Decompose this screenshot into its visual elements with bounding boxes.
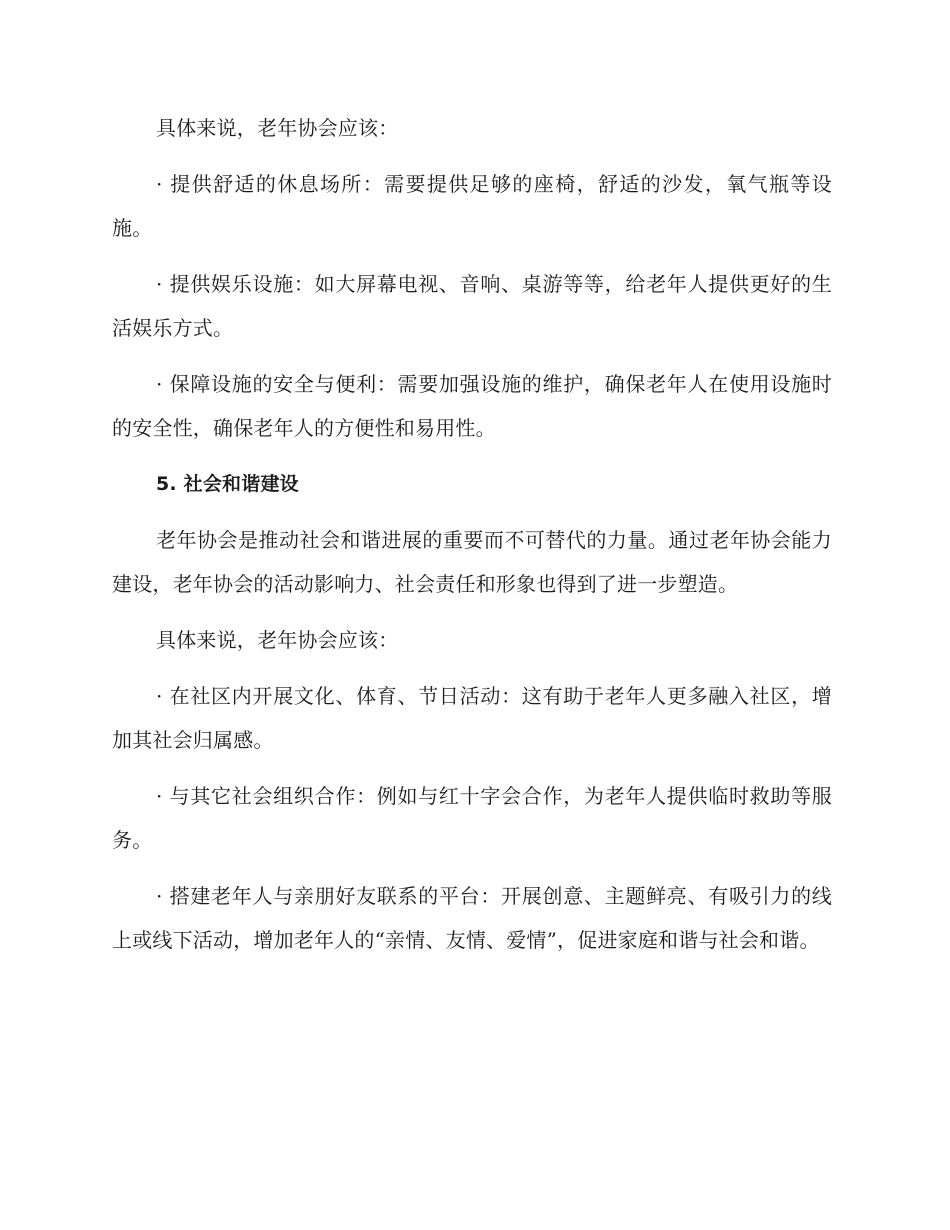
document-body <box>112 106 832 974</box>
bullet-entertainment: · 提供娱乐设施：如大屏幕电视、音响、桌游等等，给老年人提供更好的生活娱乐方式。 <box>112 272 832 340</box>
bullet-rest-area: · 提供舒适的休息场所：需要提供足够的座椅，舒适的沙发，氧气瓶等设施。 <box>112 172 832 240</box>
bullet-platform: · 搭建老年人与亲朋好友联系的平台：开展创意、主题鲜亮、有吸引力的线上或线下活动，增加老年人的“亲情、友情、爱情”，促进家庭和谐与社会和谐。 <box>112 884 832 952</box>
bullet-cooperation: · 与其它社会组织合作：例如与红十字会合作，为老年人提供临时救助等服务。 <box>112 784 832 852</box>
intro-paragraph-2: 具体来说，老年协会应该： <box>156 628 399 652</box>
section-paragraph: 老年协会是推动社会和谐进展的重要而不可替代的力量。通过老年协会能力建设，老年协会的活动影响力、社会责任和形象也得到了进一步塑造。 <box>112 528 832 596</box>
intro-paragraph: 具体来说，老年协会应该： <box>156 116 399 140</box>
section-heading: 5. 社会和谐建设 <box>156 473 299 495</box>
bullet-community-activities: · 在社区内开展文化、体育、节日活动：这有助于老年人更多融入社区，增加其社会归属感。 <box>112 684 832 752</box>
bullet-safety: · 保障设施的安全与便利：需要加强设施的维护，确保老年人在使用设施时的安全性，确保老年人的方便性和易用性。 <box>112 372 832 440</box>
